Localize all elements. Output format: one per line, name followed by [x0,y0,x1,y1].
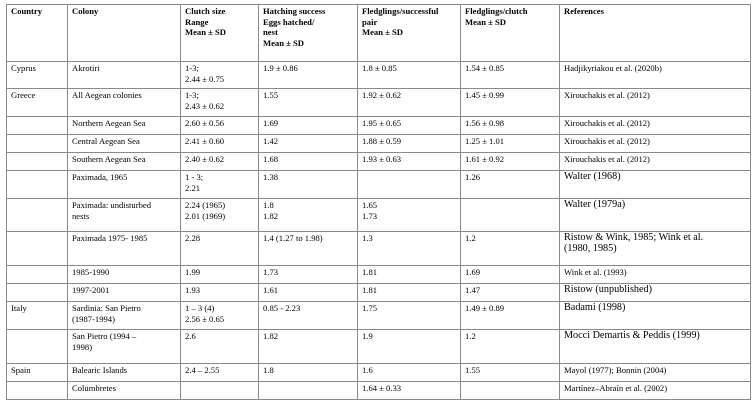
table-row [7,117,751,135]
colony-cell: All Aegean colonies [68,89,181,117]
hatch-cell: 1.82 [259,330,358,364]
fledge-pair-cell: 1.6 [358,364,461,382]
header-country [7,5,68,62]
fledge-pair-cell: 1.3 [358,232,461,266]
fledge-clutch-cell: 1.2 [461,330,560,364]
header-fledge-pair-line-3: Mean ± SD [362,27,404,37]
country-cell [7,117,68,135]
country-cell [7,330,68,364]
colony-cell: Paximada, 1965 [68,171,181,199]
fledge-clutch-cell: 1.61 ± 0.92 [461,153,560,171]
fledge-clutch-cell: 1.45 ± 0.99 [461,89,560,117]
references-cell: Wink et al. (1993) [560,266,751,284]
header-fledge-pair-line-2: pair [362,16,378,27]
header-references-label: References [564,6,604,16]
colony-cell: Paximada: undisturbed nests [68,199,181,232]
clutch-cell: 2.6 [181,330,259,364]
country-cell [7,266,68,284]
colony-cell: 1985-1990 [68,266,181,284]
header-fledglings-per-clutch [461,5,560,62]
country-cell: Cyprus [7,62,68,89]
country-cell: Greece [7,89,68,117]
country-cell [7,171,68,199]
fledge-pair-cell: 1.75 [358,302,461,330]
header-fledge-clutch-line-2: Mean ± SD [465,16,507,27]
header-fledglings-per-pair [358,5,461,62]
references-cell: Xirouchakis et al. (2012) [560,153,751,171]
table-row [7,135,751,153]
references-cell: Xirouchakis et al. (2012) [560,117,751,135]
header-fledge-pair-line-1: Fledglings/successful [362,6,439,16]
fledge-pair-cell: 1.93 ± 0.63 [358,153,461,171]
colony-cell: Northern Aegean Sea [68,117,181,135]
clutch-cell: 1.93 [181,284,259,302]
references-cell: Walter (1968) [560,171,751,199]
colony-cell: Paximada 1975- 1985 [68,232,181,266]
country-cell [7,382,68,400]
header-hatch-line-4: Mean ± SD [263,37,305,48]
hatch-cell: 1.8 [259,364,358,382]
clutch-cell [181,382,259,400]
hatch-cell: 1.38 [259,171,358,199]
hatch-cell [259,382,358,400]
fledge-pair-cell: 1.65 1.73 [358,199,461,232]
header-country-label: Country [11,6,43,16]
country-cell [7,284,68,302]
clutch-cell: 1 - 3; 2.21 [181,171,259,199]
fledge-clutch-cell: 1.47 [461,284,560,302]
fledge-clutch-cell: 1.2 [461,232,560,266]
colony-cell: San Pietro (1994 – 1998) [68,330,181,364]
colony-cell: Columbretes [68,382,181,400]
header-clutch-line-2: Range [185,16,209,27]
country-cell [7,199,68,232]
country-cell: Spain [7,364,68,382]
fledge-clutch-cell [461,199,560,232]
references-cell: Mayol (1977); Bonnin (2004) [560,364,751,382]
header-clutch-size [181,5,259,62]
fledge-pair-cell: 1.9 [358,330,461,364]
hatch-cell: 1.69 [259,117,358,135]
clutch-cell: 1.99 [181,266,259,284]
header-hatching-success [259,5,358,62]
colony-cell: Balearic Islands [68,364,181,382]
hatch-cell: 1.8 1.82 [259,199,358,232]
header-colony-label: Colony [72,6,99,16]
header-colony [68,5,181,62]
hatch-cell: 1.42 [259,135,358,153]
references-cell: Xirouchakis et al. (2012) [560,89,751,117]
clutch-cell: 2.40 ± 0.62 [181,153,259,171]
fledge-clutch-cell: 1.26 [461,171,560,199]
clutch-cell: 1-3; 2.43 ± 0.62 [181,89,259,117]
hatch-cell: 1.4 (1.27 to 1.98) [259,232,358,266]
table-row [7,302,751,330]
references-cell: Martínez–Abraín et al. (2002) [560,382,751,400]
clutch-cell: 2.24 (1965) 2.01 (1969) [181,199,259,232]
references-cell: Ristow (unpublished) [560,284,751,302]
references-cell: Walter (1979a) [560,199,751,232]
fledge-pair-cell: 1.81 [358,266,461,284]
table-row [7,330,751,364]
table-row [7,199,751,232]
fledge-clutch-cell: 1.55 [461,364,560,382]
clutch-cell: 2.60 ± 0.56 [181,117,259,135]
colony-cell: Southern Aegean Sea [68,153,181,171]
hatch-cell: 1.55 [259,89,358,117]
header-clutch-line-1: Clutch size [185,6,226,16]
header-hatch-line-1: Hatching success [263,6,326,16]
header-hatch-line-3: nest [263,27,278,37]
colony-cell: Akrotiri [68,62,181,89]
fledge-clutch-cell [461,382,560,400]
table-row [7,284,751,302]
table-row [7,266,751,284]
hatch-cell: 1.68 [259,153,358,171]
colony-cell: 1997-2001 [68,284,181,302]
table-row [7,89,751,117]
table-row [7,382,751,400]
fledge-pair-cell: 1.64 ± 0.33 [358,382,461,400]
clutch-cell: 2.4 – 2.55 [181,364,259,382]
clutch-cell: 2.28 [181,232,259,266]
fledge-pair-cell: 1.88 ± 0.59 [358,135,461,153]
fledge-pair-cell: 1.92 ± 0.62 [358,89,461,117]
clutch-cell: 1-3; 2.44 ± 0.75 [181,62,259,89]
clutch-cell: 2.41 ± 0.60 [181,135,259,153]
country-cell [7,135,68,153]
header-fledge-clutch-line-1: Fledglings/clutch [465,6,528,16]
hatch-cell: 1.9 ± 0.86 [259,62,358,89]
references-cell: Ristow & Wink, 1985; Wink et al. (1980, 1985) [560,232,751,266]
hatch-cell: 0.85 - 2.23 [259,302,358,330]
fledge-clutch-cell: 1.56 ± 0.98 [461,117,560,135]
table-row [7,153,751,171]
colony-cell: Central Aegean Sea [68,135,181,153]
country-cell: Italy [7,302,68,330]
header-references [560,5,751,62]
hatch-cell: 1.61 [259,284,358,302]
table-row [7,364,751,382]
fledge-pair-cell: 1.8 ± 0.85 [358,62,461,89]
fledge-clutch-cell: 1.69 [461,266,560,284]
references-cell: Mocci Demartis & Peddis (1999) [560,330,751,364]
header-hatch-line-2: Eggs hatched/ [263,16,315,27]
table-row [7,171,751,199]
fledge-clutch-cell: 1.54 ± 0.85 [461,62,560,89]
country-cell [7,153,68,171]
fledge-clutch-cell: 1.49 ± 0.89 [461,302,560,330]
fledge-pair-cell [358,171,461,199]
breeding-data-table [6,4,751,400]
references-cell: Badami (1998) [560,302,751,330]
fledge-pair-cell: 1.95 ± 0.65 [358,117,461,135]
table-row [7,62,751,89]
colony-cell: Sardinia: San Pietro (1987-1994) [68,302,181,330]
hatch-cell: 1.73 [259,266,358,284]
clutch-cell: 1 – 3 (4) 2.56 ± 0.65 [181,302,259,330]
country-cell [7,232,68,266]
header-row [7,5,751,62]
references-cell: Hadjikyriakou et al. (2020b) [560,62,751,89]
header-clutch-line-3: Mean ± SD [185,27,227,37]
references-cell: Xirouchakis et al. (2012) [560,135,751,153]
table-row [7,232,751,266]
fledge-pair-cell: 1.81 [358,284,461,302]
fledge-clutch-cell: 1.25 ± 1.01 [461,135,560,153]
